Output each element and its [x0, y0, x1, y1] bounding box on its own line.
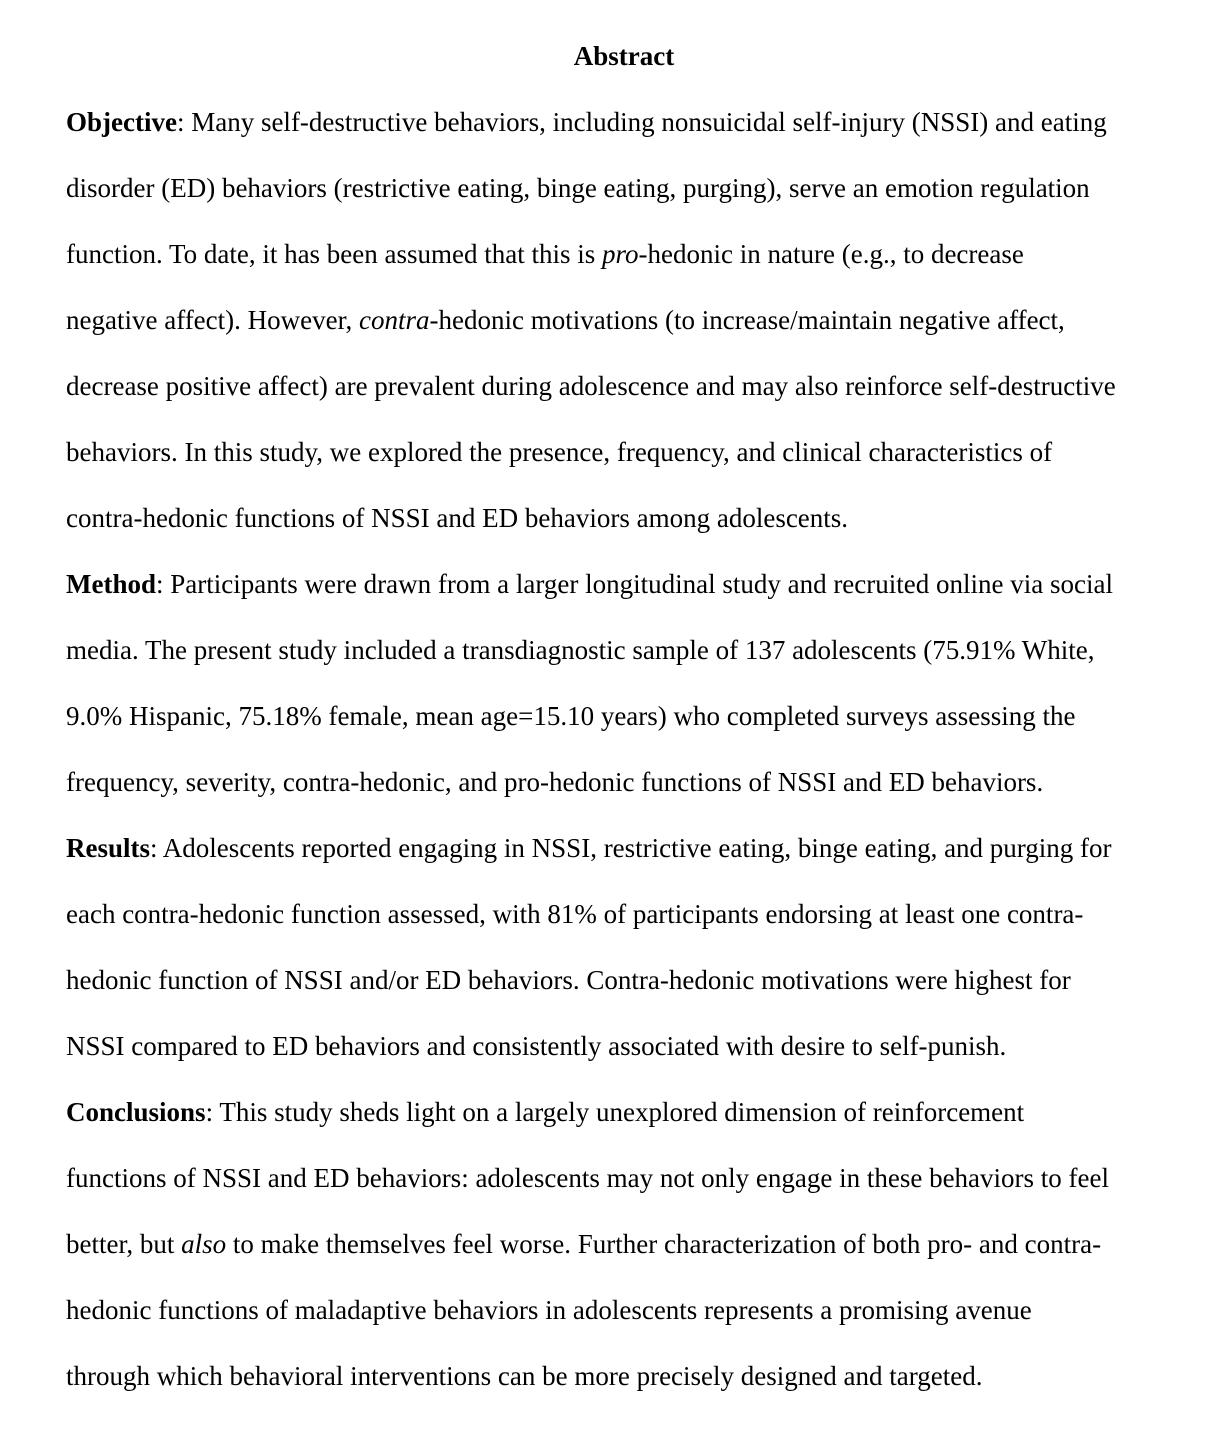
results-line-2: each contra-hedonic function assessed, with 81% of participants endorsing at least one contra- [66, 899, 1084, 929]
objective-line-4 [66, 302, 1065, 338]
results-label: Results [66, 833, 151, 863]
results-line-1 [66, 830, 1112, 866]
conclusions-line-3 [66, 1226, 1101, 1262]
objective-line-7: contra-hedonic functions of NSSI and ED behaviors among adolescents. [66, 503, 849, 533]
objective-line-5: decrease positive affect) are prevalent during adolescence and may also reinforce self-destructive [66, 371, 1116, 401]
conclusions-label: Conclusions [66, 1097, 206, 1127]
method-label: Method [66, 569, 156, 599]
conclusions-line-4: hedonic functions of maladaptive behaviors in adolescents represents a promising avenue [66, 1295, 1032, 1325]
conclusions-line-2: functions of NSSI and ED behaviors: adolescents may not only engage in these behaviors to feel [66, 1163, 1109, 1193]
objective-line-3 [66, 236, 1024, 272]
objective-line-2: disorder (ED) behaviors (restrictive eating, binge eating, purging), serve an emotion regulation [66, 173, 1090, 203]
results-line-4: NSSI compared to ED behaviors and consistently associated with desire to self-punish. [66, 1031, 1007, 1061]
objective-line-1 [66, 104, 1107, 140]
objective-label: Objective [66, 107, 177, 137]
method-line-4: frequency, severity, contra-hedonic, and pro-hedonic functions of NSSI and ED behaviors. [66, 767, 1044, 797]
results-line-3: hedonic function of NSSI and/or ED behaviors. Contra-hedonic motivations were highest for [66, 965, 1071, 995]
objective-text: : Many self-destructive behaviors, including nonsuicidal self-injury (NSSI) and eating [176, 107, 1107, 137]
conclusions-line-5: through which behavioral interventions can be more precisely designed and targeted. [66, 1361, 983, 1391]
conclusions-text: to make themselves feel worse. Further characterization of both pro- and contra- [226, 1229, 1102, 1259]
italic-pro: pro [602, 239, 639, 269]
results-text: : Adolescents reported engaging in NSSI, restrictive eating, binge eating, and purging for [150, 833, 1112, 863]
method-text: : Participants were drawn from a larger longitudinal study and recruited online via social [156, 569, 1113, 599]
objective-line-6: behaviors. In this study, we explored the presence, frequency, and clinical characteristics of [66, 437, 1053, 467]
italic-also: also [181, 1229, 227, 1259]
italic-contra: contra [359, 305, 430, 335]
abstract-title: Abstract [573, 41, 675, 71]
method-line-1 [66, 566, 1113, 602]
method-line-3: 9.0% Hispanic, 75.18% female, mean age=15.10 years) who completed surveys assessing the [66, 701, 1076, 731]
conclusions-line-1 [66, 1094, 1024, 1130]
objective-text: -hedonic motivations (to increase/maintain negative affect, [429, 305, 1065, 335]
conclusions-text: : This study sheds light on a largely unexplored dimension of reinforcement [205, 1097, 1025, 1127]
objective-text: negative affect). However, [66, 305, 360, 335]
objective-text: function. To date, it has been assumed that this is [66, 239, 603, 269]
objective-text: -hedonic in nature (e.g., to decrease [638, 239, 1024, 269]
conclusions-text: better, but [66, 1229, 182, 1259]
method-line-2: media. The present study included a transdiagnostic sample of 137 adolescents (75.91% White, [66, 635, 1095, 665]
